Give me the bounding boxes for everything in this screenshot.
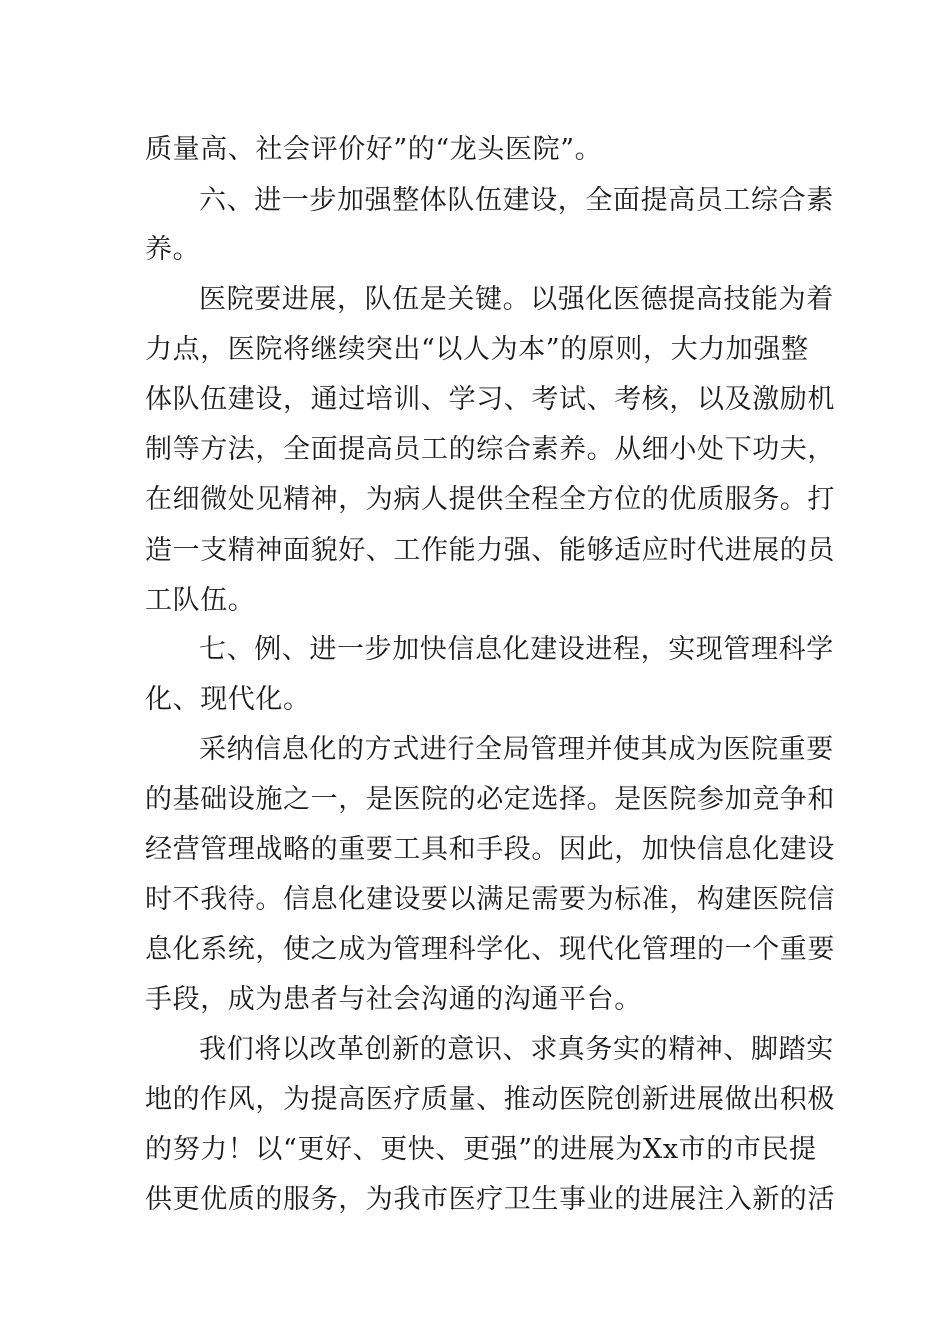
text-line: 力点，医院将继续突出“以人为本”的原则，大力加强整 <box>145 334 809 365</box>
text-line: 地的作风，为提高医疗质量、推动医院创新进展做出积极 <box>145 1084 835 1115</box>
text-line: 手段，成为患者与社会沟通的沟通平台。 <box>145 984 642 1015</box>
text-line: 经营管理战略的重要工具和手段。因此，加快信息化建设 <box>145 834 835 865</box>
text-line: 体队伍建设，通过培训、学习、考试、考核，以及激励机 <box>145 384 835 415</box>
text-line: 供更优质的服务，为我市医疗卫生事业的进展注入新的活 <box>145 1184 835 1215</box>
text-line: 医院要进展，队伍是关键。以强化医德提高技能为着 <box>199 284 834 315</box>
text-line: 息化系统，使之成为管理科学化、现代化管理的一个重要 <box>145 934 835 965</box>
text-line: 造一支精神面貌好、工作能力强、能够适应时代进展的员 <box>145 535 835 566</box>
text-line: 采纳信息化的方式进行全局管理并使其成为医院重要 <box>199 734 834 765</box>
text-line: 质量高、社会评价好”的“龙头医院”。 <box>145 134 603 165</box>
section-heading: 六、进一步加强整体队伍建设，全面提高员工综合素 <box>199 185 834 216</box>
text-line: 化、现代化。 <box>145 684 311 715</box>
text-line: 时不我待。信息化建设要以满足需要为标准，构建医院信 <box>145 884 835 915</box>
text-line: 制等方法，全面提高员工的综合素养。从细小处下功夫， <box>145 434 835 465</box>
text-line: 养。 <box>145 234 201 265</box>
text-line: 我们将以改革创新的意识、求真务实的精神、脚踏实 <box>199 1034 834 1065</box>
text-line: 工队伍。 <box>145 585 256 616</box>
section-heading: 七、例、进一步加快信息化建设进程，实现管理科学 <box>199 634 834 665</box>
text-line: 的基础设施之一，是医院的必定选择。是医院参加竞争和 <box>145 784 835 815</box>
text-line: 在细微处见精神，为病人提供全程全方位的优质服务。打 <box>145 484 835 515</box>
text-line: 的努力！以“更好、更快、更强”的进展为Xx市的市民提 <box>145 1134 817 1165</box>
